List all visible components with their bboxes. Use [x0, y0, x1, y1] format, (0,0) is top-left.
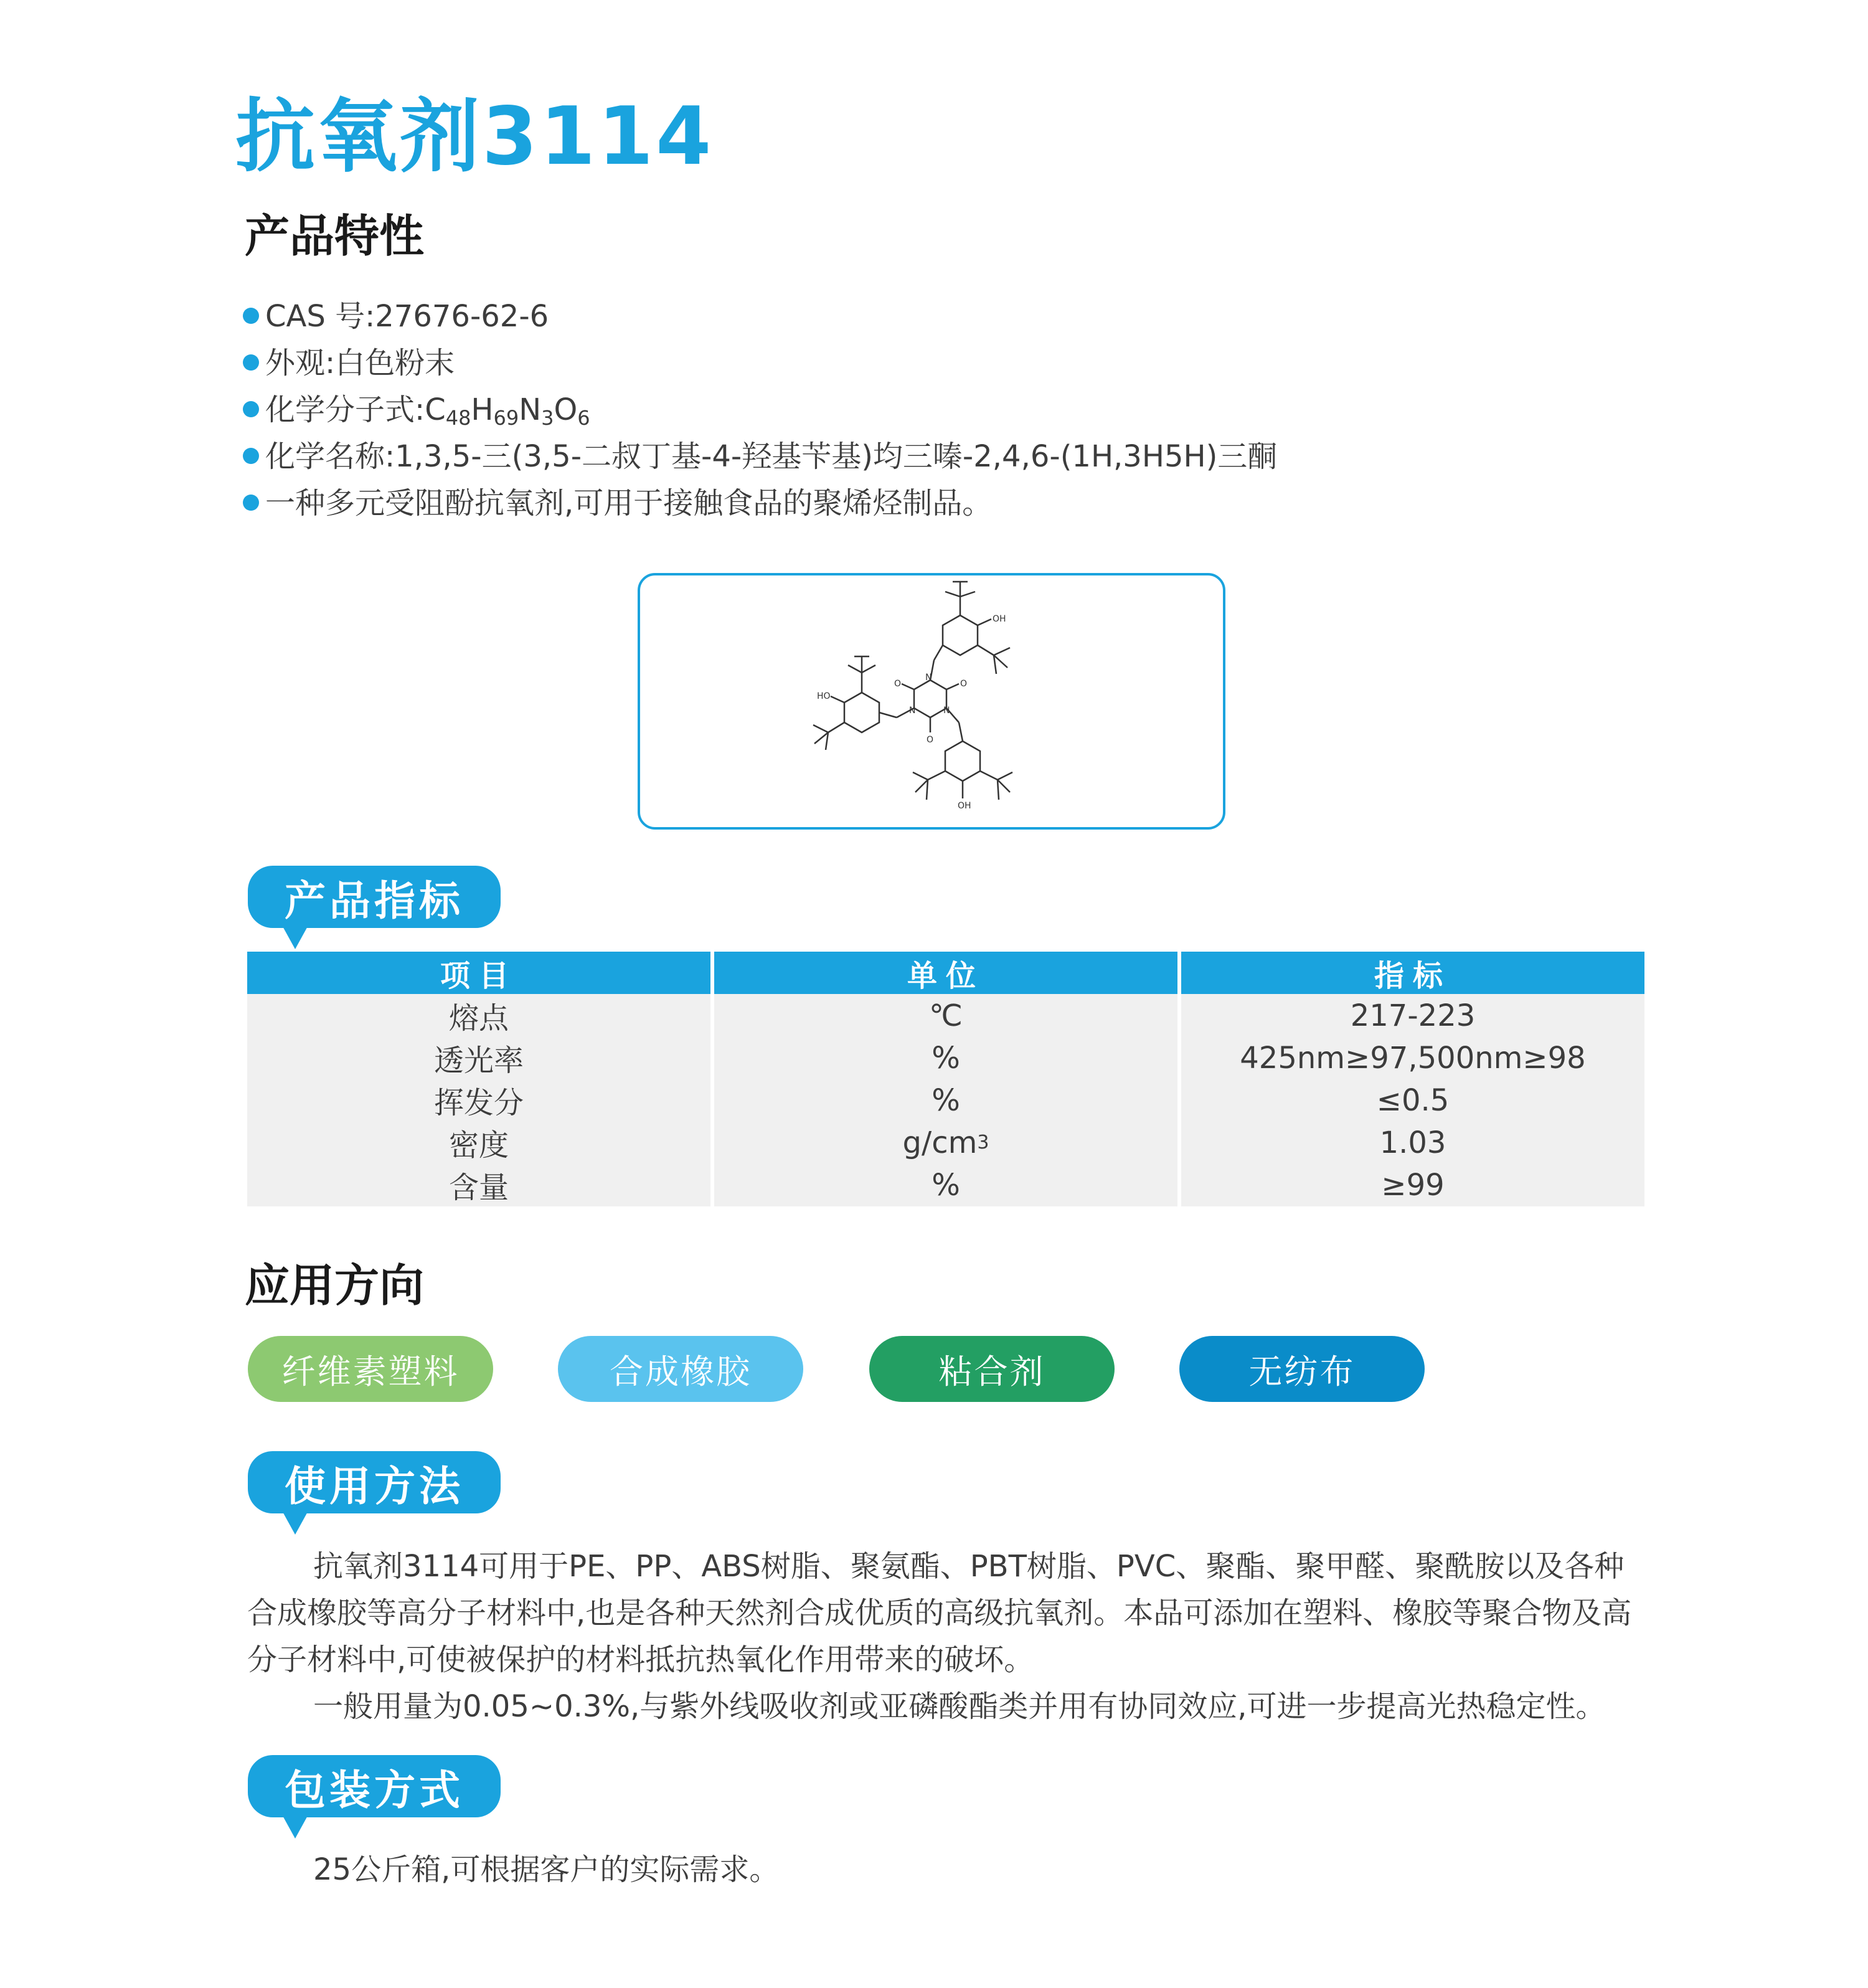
- application-pill-adhesive: 粘合剂: [869, 1336, 1115, 1402]
- row-unit: %: [714, 1163, 1177, 1206]
- feature-cas: CAS 号:27676-62-6: [243, 299, 549, 335]
- svg-text:N: N: [909, 706, 916, 716]
- bullet-dot-icon: [243, 401, 259, 417]
- row-item: 挥发分: [247, 1079, 710, 1122]
- usage-paragraph-2: 一般用量为0.05~0.3%,与紫外线吸收剂或亚磷酸酯类并用有协同效应,可进一步提高光热稳定性。: [313, 1689, 1606, 1724]
- tag-pointer-icon: [281, 924, 309, 949]
- row-value: 217-223: [1181, 994, 1644, 1037]
- bullet-dot-icon: [243, 495, 259, 511]
- packaging-text: 25公斤箱,可根据客户的实际需求。: [313, 1852, 780, 1887]
- tag-pointer-icon: [281, 1510, 309, 1535]
- svg-text:O: O: [927, 735, 934, 745]
- svg-text:N: N: [925, 673, 932, 683]
- row-item: 密度: [247, 1121, 710, 1164]
- feature-description: 一种多元受阻酚抗氧剂,可用于接触食品的聚烯烃制品。: [243, 486, 992, 522]
- row-item: 熔点: [247, 994, 710, 1037]
- bullet-dot-icon: [243, 354, 259, 371]
- application-pill-cellulose: 纤维素塑料: [248, 1336, 493, 1402]
- packaging-heading-tag: 包装方式: [248, 1755, 501, 1817]
- application-pill-rubber: 合成橡胶: [558, 1336, 803, 1402]
- specs-heading-tag: 产品指标: [248, 866, 501, 928]
- specs-table: [247, 952, 1639, 1206]
- structure-box: [638, 573, 1225, 830]
- svg-text:O: O: [894, 679, 902, 689]
- feature-chemical-name: 化学名称:1,3,5-三(3,5-二叔丁基-4-羟基苄基)均三嗪-2,4,6-(1H,3H5H)三酮: [243, 439, 1277, 475]
- table-row: [247, 1121, 1639, 1163]
- header-value: 指标: [1181, 952, 1644, 995]
- formula: $C_{48}H_{69}N_3O_6$: [425, 392, 590, 430]
- feature-appearance: 外观:白色粉末: [243, 346, 455, 382]
- header-item: 项目: [247, 952, 710, 995]
- tag-pointer-icon: [281, 1814, 309, 1839]
- row-value: ≥99: [1181, 1163, 1644, 1206]
- row-unit: ℃: [714, 994, 1177, 1037]
- header-unit: 单位: [714, 952, 1177, 995]
- svg-text:HO: HO: [817, 691, 831, 701]
- svg-text:O: O: [960, 679, 968, 689]
- row-unit: %: [714, 1036, 1177, 1079]
- usage-paragraph-1: 抗氧剂3114可用于PE、PP、ABS树脂、聚氨酯、PBT树脂、PVC、聚酯、聚甲醛、聚酰胺以及各种合成橡胶等高分子材料中,也是各种天然剂合成优质的高级抗氧剂。本品可添加在塑料、橡胶等聚合物及高分子材料中,可使被保护的材料抵抗热氧化作用带来的破坏。: [247, 1549, 1632, 1677]
- row-value: 425nm≥97,500nm≥98: [1181, 1036, 1644, 1079]
- row-unit: g/cm 3: [714, 1121, 1177, 1164]
- svg-text:N: N: [943, 706, 950, 716]
- row-unit: %: [714, 1079, 1177, 1122]
- usage-text: [247, 1543, 1648, 1730]
- application-pill-nonwoven: 无纺布: [1179, 1336, 1425, 1402]
- applications-heading: 应用方向: [245, 1259, 425, 1312]
- bullet-dot-icon: [243, 448, 259, 464]
- table-header-row: [247, 952, 1639, 991]
- page-title: 抗氧剂3114: [235, 90, 714, 183]
- table-row: [247, 1036, 1639, 1076]
- table-row: [247, 1163, 1639, 1203]
- row-value: 1.03: [1181, 1121, 1644, 1164]
- table-row: [247, 1079, 1639, 1118]
- feature-formula: 化学分子式$:C_{48}H_{69}N_3O_6$: [243, 392, 590, 430]
- table-row: [247, 994, 1639, 1036]
- svg-text:OH: OH: [958, 801, 971, 811]
- row-item: 透光率: [247, 1036, 710, 1079]
- chemical-structure-diagram: [640, 575, 1223, 827]
- bullet-dot-icon: [243, 308, 259, 324]
- row-item: 含量: [247, 1163, 710, 1206]
- features-heading: 产品特性: [245, 210, 425, 262]
- usage-heading-tag: 使用方法: [248, 1451, 501, 1513]
- row-value: ≤0.5: [1181, 1079, 1644, 1122]
- svg-text:OH: OH: [993, 614, 1006, 624]
